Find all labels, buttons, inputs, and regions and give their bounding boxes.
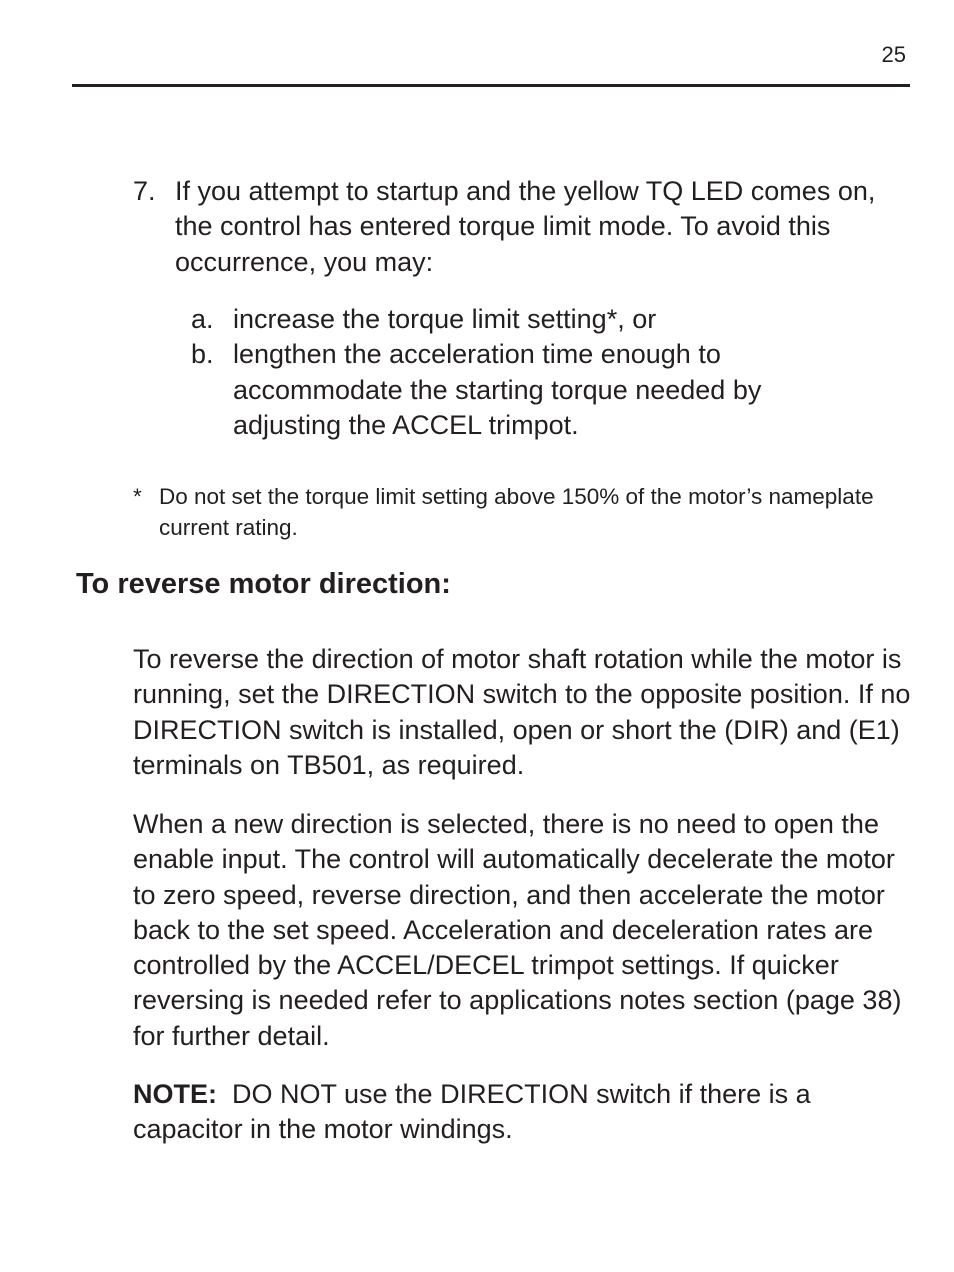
section-heading: To reverse motor direction: xyxy=(76,568,451,600)
step-7 xyxy=(133,174,903,280)
option-a xyxy=(191,302,831,337)
paragraph-new-direction: When a new direction is selected, there is no need to open the enable input. The control will automatically decelerate the motor to zero speed, reverse direction, and then accelerate the motor back to the set speed. Acceleration and deceleration rates are controlled by the ACCEL/DECEL trimpot settings. If quicker reversing is needed refer to applications notes section (page 38) for further detail. xyxy=(133,809,902,1051)
note-paragraph xyxy=(133,1077,923,1148)
header-rule xyxy=(72,84,910,87)
step-number: 7. xyxy=(133,176,156,206)
paragraph-reverse-direction: To reverse the direction of motor shaft rotation while the motor is running, set the DIRECTION switch to the opposite position. If no DIRECTION switch is installed, open or short the (DIR) and (E1) terminals on TB501, as required. xyxy=(133,644,911,780)
note-text: DO NOT use the DIRECTION switch if there is a capacitor in the motor windings. xyxy=(133,1079,819,1145)
option-a-label: a. xyxy=(191,304,214,334)
option-b-text: lengthen the acceleration time enough to accommodate the starting torque needed by adjusting the ACCEL trimpot. xyxy=(233,339,762,440)
page-number: 25 xyxy=(881,42,906,67)
note-label: NOTE: xyxy=(133,1079,217,1109)
step-text: If you attempt to startup and the yellow TQ LED comes on, the control has entered torque limit mode. To avoid this occurrence, you may: xyxy=(175,176,876,277)
footnote-text: Do not set the torque limit setting above 150% of the motor’s nameplate current rating. xyxy=(159,484,874,540)
footnote xyxy=(133,481,893,543)
step-7-options xyxy=(191,302,831,443)
footnote-marker: * xyxy=(133,484,142,509)
option-b-label: b. xyxy=(191,339,214,370)
option-a-text: increase the torque limit setting*, or xyxy=(233,304,657,334)
option-b xyxy=(191,337,831,443)
